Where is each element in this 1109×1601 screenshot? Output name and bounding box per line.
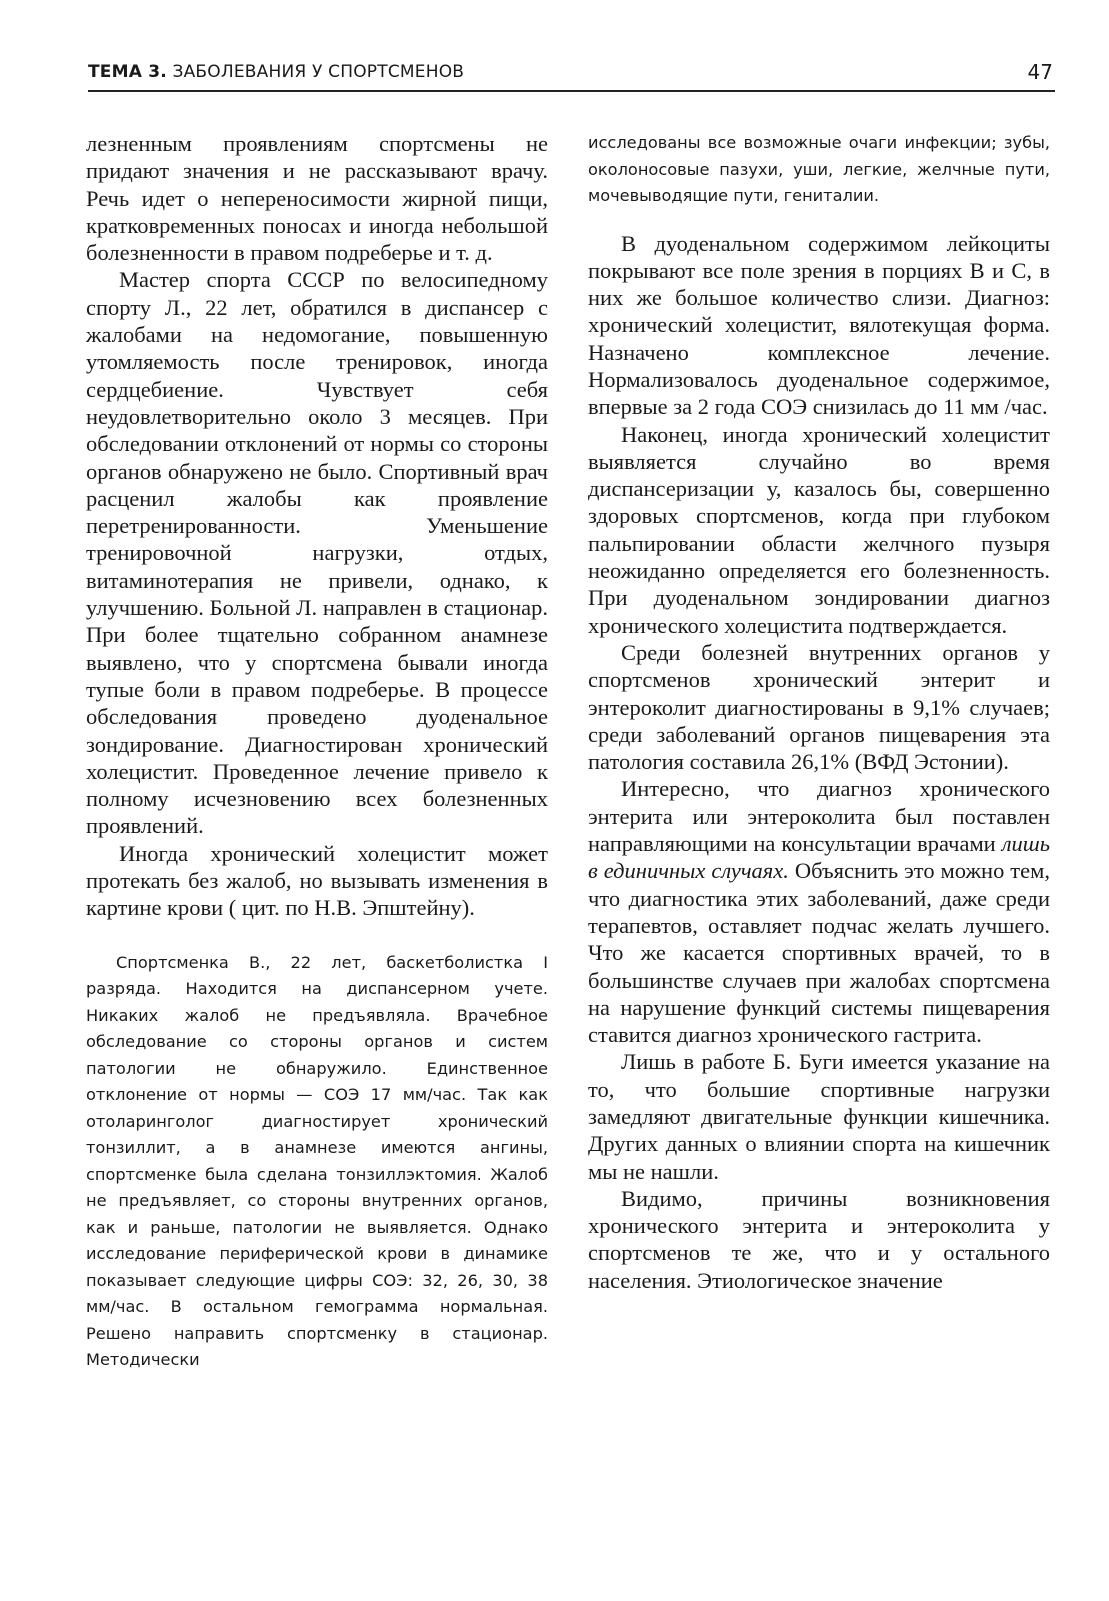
paragraph-text: Объяснить это можно тем, что диагностика этих заболеваний, даже среди терапевтов, оставляет подчас желать лучшего. Что же касается спортивных врачей, то в большинстве случаев при жалобах спортсмена на нарушение функций системы пищеварения ставится диагноз хронического гастрита. <box>588 858 1050 1048</box>
paragraph: Среди болезней внутренних органов у спортсменов хронический энтерит и энтероколит диагностированы в 9,1% случаев; среди заболеваний органов пищеварения эта патология составила 26,1% (ВФД Эстонии). <box>588 639 1050 775</box>
case-study-continuation: исследованы все возможные очаги инфекции; зубы, околоносовые пазухи, уши, легкие, желчные пути, мочевыводящие пути, гениталии. <box>588 133 1050 205</box>
paragraph: Видимо, причины возникновения хронического энтерита и энтероколита у спортсменов те же, что и у остального населения. Этиологическое значение <box>588 1185 1050 1293</box>
paragraph: Мастер спорта СССР по велосипедному спорту Л., 22 лет, обратился в диспансер с жалобами на недомогание, повышенную утомляемость после тренировок, иногда сердцебиение. Чувствует себя неудовлетворительно около 3 месяцев. При обследовании отклонений от нормы со стороны органов обнаружено не было. Спортивный врач расценил жалобы как проявление перетренированности. Уменьшение тренировочной нагрузки, отдых, витаминотерапия не привели, однако, к улучшению. Больной Л. направлен в стационар. При более тщательно собранном анамнезе выявлено, что у спортсмена бывали иногда тупые боли в правом подреберье. В процессе обследования проведено дуоденальное зондирование. Диагностирован хронический холецистит. Проведенное лечение привело к полному исчезновению всех болезненных проявлений. <box>86 267 548 839</box>
paragraph <box>588 775 1050 1048</box>
running-header <box>88 60 1055 92</box>
right-column <box>588 130 1050 1294</box>
paragraph: Иногда хронический холецистит может протекать без жалоб, но вызывать изменения в картине крови ( цит. по Н.В. Эпштейну). <box>86 840 548 921</box>
paragraph-text: Интересно, что диагноз хронического энтерита или энтероколита был поставлен направляющими на консультации врачами <box>588 776 1050 857</box>
paragraph: Наконец, иногда хронический холецистит выявляется случайно во время диспансеризации у, казалось бы, совершенно здоровых спортсменов, когда при глубоком пальпировании области желчного пузыря неожиданно определяется его болезненность. При дуоденальном зондировании диагноз хронического холецистита подтверждается. <box>588 421 1050 638</box>
case-study-text: Спортсменка В., 22 лет, баскетболистка I разряда. Находится на диспансерном учете. Никаких жалоб не предъявляла. Врачебное обследование со стороны органов и систем патологии не обнаружило. Единственное отклонение от нормы — СОЭ 17 мм/час. Так как отоларинголог диагностирует хронический тонзиллит, а в анамнезе имеются ангины, спортсменке была сделана тонзиллэктомия. Жалоб не предъявляет, со стороны внутренних органов, как и раньше, патологии не выявляется. Однако исследование периферической крови в динамике показывает следующие цифры СОЭ: 32, 26, 30, 38 мм/час. В остальном гемограмма нормальная. Решено направить спортсменку в стационар. Методически <box>86 952 548 1370</box>
section-title <box>88 62 464 82</box>
section-name: ЗАБОЛЕВАНИЯ У СПОРТСМЕНОВ <box>172 62 465 82</box>
section-label: ТЕМА 3. <box>88 62 167 82</box>
italic-emphasis: лишь в единичных случаях. <box>588 831 1050 884</box>
page-number: 47 <box>1027 60 1053 84</box>
left-column <box>86 130 548 1374</box>
paragraph: Лишь в работе Б. Буги имеется указание на то, что большие спортивные нагрузки замедляют двигательные функции кишечника. Других данных о влиянии спорта на кишечник мы не нашли. <box>588 1049 1050 1184</box>
paragraph: В дуоденальном содержимом лейкоциты покрывают все поле зрения в порциях В и С, в них же большое количество слизи. Диагноз: хронический холецистит, вялотекущая форма. Назначено комплексное лечение. Нормализовалось дуоденальное содержимое, впервые за 2 года СОЭ снизилась до 11 мм /час. <box>588 230 1050 420</box>
paragraph: лезненным проявлениям спортсмены не придают значения и не рассказывают врачу. Речь идет о непереносимости жирной пищи, кратковременных поносах и иногда небольшой болезненности в правом подреберье и т. д. <box>86 131 548 266</box>
